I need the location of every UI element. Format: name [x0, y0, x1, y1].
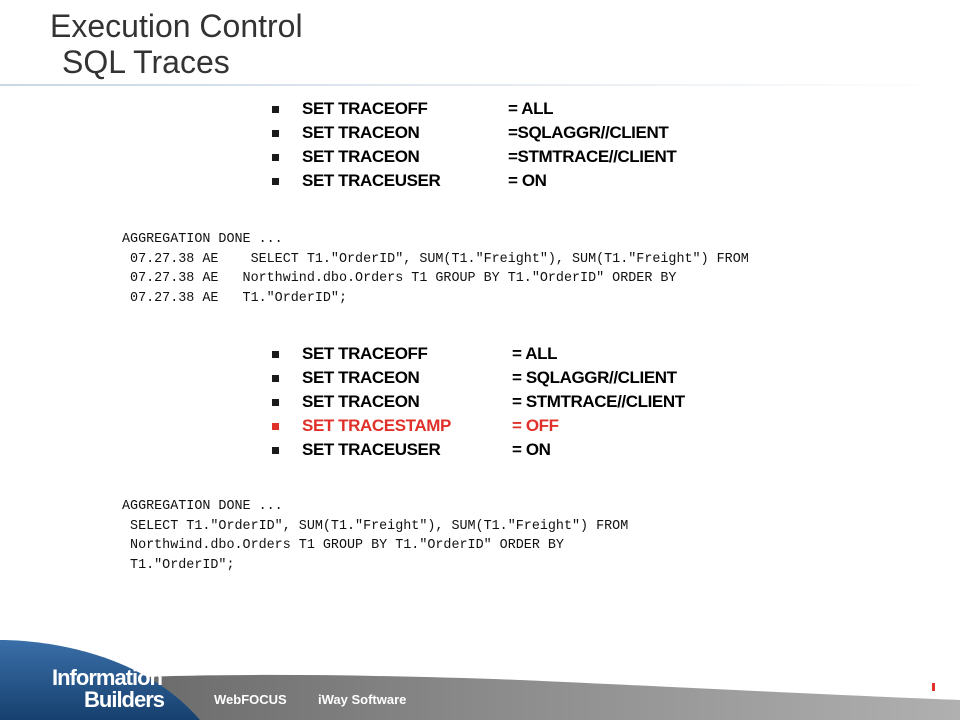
- logo-text-line-1: Information: [52, 665, 162, 690]
- title-divider: [0, 84, 960, 86]
- command-text: SET TRACEOFF: [302, 344, 428, 363]
- output-line: 07.27.38 AE Northwind.dbo.Orders T1 GROUP BY T1."OrderID" ORDER BY: [122, 271, 677, 286]
- command-text: SET TRACEUSER: [302, 171, 441, 190]
- brand-iway: iWay Software: [318, 692, 407, 707]
- logo-text-line-2: Builders: [84, 687, 165, 712]
- slide-title: [50, 8, 303, 80]
- square-bullet-icon: [272, 423, 279, 430]
- square-bullet-icon: [272, 399, 279, 406]
- output-line: Northwind.dbo.Orders T1 GROUP BY T1."OrderID" ORDER BY: [122, 538, 564, 553]
- command-text: SET TRACEON: [302, 392, 420, 411]
- command-value: =STMTRACE//CLIENT: [508, 147, 677, 166]
- square-bullet-icon: [272, 154, 279, 161]
- trace-output-2: [122, 497, 628, 575]
- command-text: SET TRACEON: [302, 147, 420, 166]
- command-value: = ALL: [512, 344, 558, 363]
- title-line-2: SQL Traces: [62, 44, 230, 80]
- brand-webfocus: WebFOCUS: [214, 692, 287, 707]
- output-line: SELECT T1."OrderID", SUM(T1."Freight"), SUM(T1."Freight") FROM: [122, 518, 629, 534]
- command-text: SET TRACESTAMP: [302, 416, 451, 435]
- trace-output-1: [122, 230, 749, 308]
- command-text: SET TRACEUSER: [302, 440, 441, 459]
- slide-marker: [932, 683, 935, 691]
- command-value: = ON: [508, 171, 547, 190]
- command-text: SET TRACEOFF: [302, 99, 428, 118]
- command-value: = OFF: [512, 416, 559, 435]
- square-bullet-icon: [272, 178, 279, 185]
- square-bullet-icon: [272, 351, 279, 358]
- square-bullet-icon: [272, 375, 279, 382]
- command-value: = ALL: [508, 99, 554, 118]
- square-bullet-icon: [272, 106, 279, 113]
- square-bullet-icon: [272, 447, 279, 454]
- output-line: 07.27.38 AE SELECT T1."OrderID", SUM(T1."Freight"), SUM(T1."Freight") FROM: [122, 251, 749, 267]
- output-line: T1."OrderID";: [122, 557, 235, 573]
- command-text: SET TRACEON: [302, 123, 420, 142]
- command-text: SET TRACEON: [302, 368, 420, 387]
- command-value: = ON: [512, 440, 551, 459]
- title-line-1: Execution Control: [50, 8, 303, 44]
- square-bullet-icon: [272, 130, 279, 137]
- output-line: AGGREGATION DONE ...: [122, 499, 283, 514]
- footer-bar: [0, 640, 960, 720]
- command-value: =SQLAGGR//CLIENT: [508, 123, 669, 142]
- command-value: = STMTRACE//CLIENT: [512, 392, 685, 411]
- output-line: AGGREGATION DONE ...: [122, 232, 283, 247]
- command-value: = SQLAGGR//CLIENT: [512, 368, 677, 387]
- output-line: 07.27.38 AE T1."OrderID";: [122, 290, 347, 306]
